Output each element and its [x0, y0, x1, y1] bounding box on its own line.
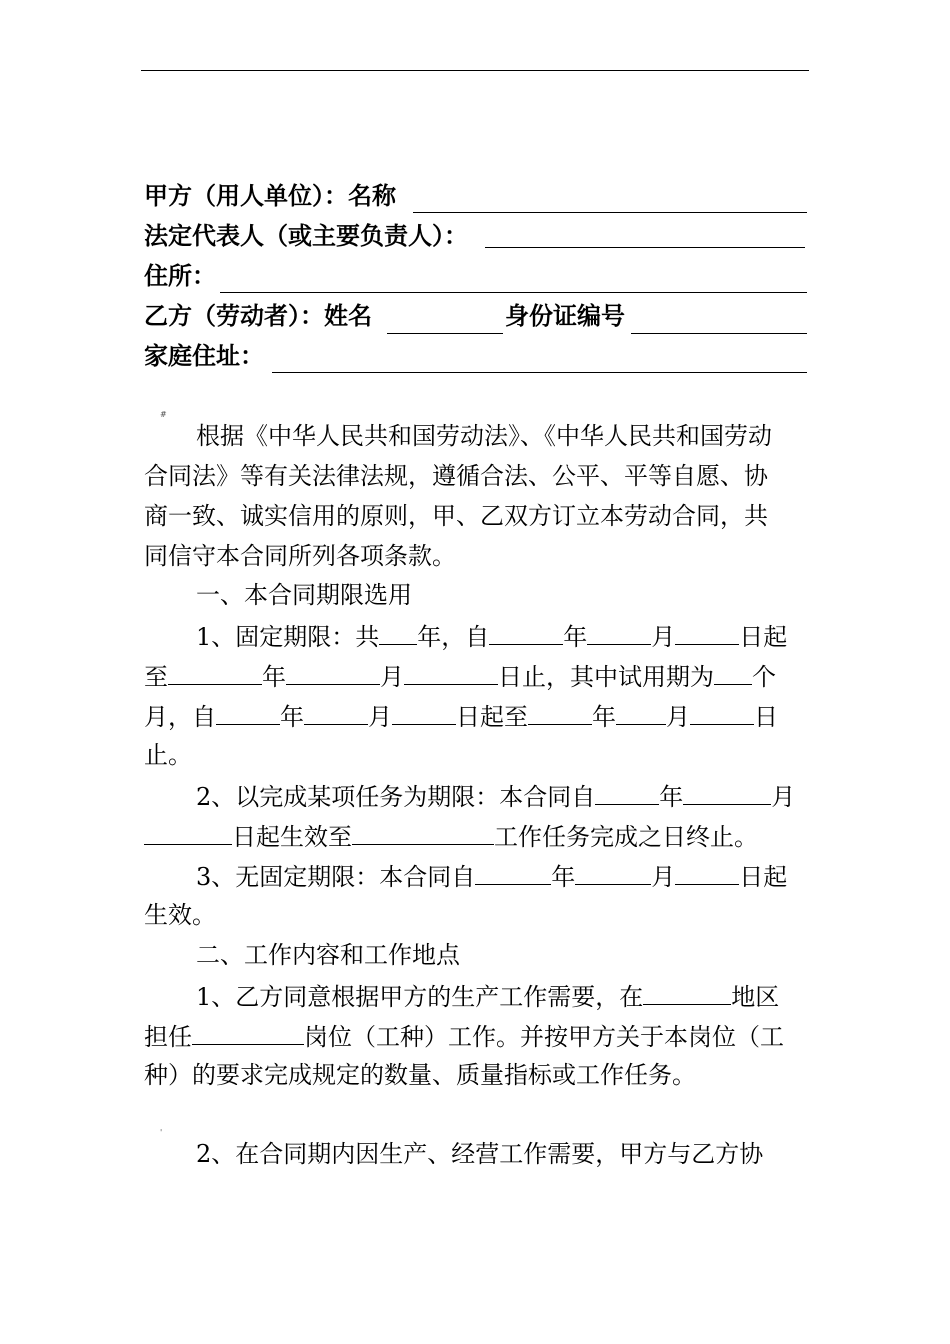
- intro-line: 合同法》等有关法律法规，遵循合法、公平、平等自愿、协: [144, 462, 768, 490]
- trial-months-blank[interactable]: [714, 660, 752, 685]
- term-years-blank[interactable]: [379, 620, 417, 645]
- work-content-line: 1、乙方同意根据甲方的生产工作需要，在 地区: [196, 980, 779, 1012]
- open-day-blank[interactable]: [675, 860, 739, 885]
- party-b-label: 乙方（劳动者）：姓名: [144, 302, 372, 330]
- trial-start-year-blank[interactable]: [216, 700, 280, 725]
- task-term-line: 日起生效至 工作任务完成之日终止。: [144, 820, 758, 852]
- open-term-line: 生效。: [144, 901, 216, 929]
- intro-line: 商一致、诚实信用的原则，甲、乙双方订立本劳动合同，共: [144, 502, 768, 530]
- end-day-blank[interactable]: [404, 660, 498, 685]
- paragraph-mark: #: [160, 410, 167, 419]
- address-field[interactable]: [220, 292, 807, 293]
- open-month-blank[interactable]: [575, 860, 651, 885]
- party-a-name-field[interactable]: [413, 212, 807, 213]
- fixed-term-line: 止。: [144, 741, 192, 769]
- fixed-term-line: 1、固定期限：共 年，自 年 月 日起: [196, 620, 787, 652]
- section-2-title: 二、工作内容和工作地点: [196, 941, 460, 969]
- party-a-label: 甲方（用人单位）：名称: [144, 182, 396, 210]
- task-term-line: 2、以完成某项任务为期限：本合同自 年 月: [196, 780, 795, 812]
- work-region-blank[interactable]: [643, 980, 731, 1005]
- legal-rep-field[interactable]: [485, 247, 805, 248]
- end-year-blank[interactable]: [168, 660, 262, 685]
- start-day-blank[interactable]: [675, 620, 739, 645]
- legal-rep-label: 法定代表人（或主要负责人）：: [144, 222, 468, 250]
- intro-line: 根据《中华人民共和国劳动法》、《中华人民共和国劳动: [196, 422, 772, 450]
- trial-start-month-blank[interactable]: [304, 700, 368, 725]
- trial-end-day-blank[interactable]: [690, 700, 754, 725]
- address-label: 住所：: [144, 262, 216, 290]
- header-rule: [141, 70, 809, 71]
- home-address-field[interactable]: [272, 372, 807, 373]
- start-year-blank[interactable]: [489, 620, 563, 645]
- id-number-field[interactable]: [631, 333, 807, 334]
- open-term-line: 3、无固定期限：本合同自 年 月 日起: [196, 860, 787, 892]
- task-day-blank[interactable]: [144, 820, 232, 845]
- end-month-blank[interactable]: [286, 660, 380, 685]
- position-blank[interactable]: [192, 1020, 304, 1045]
- section-1-title: 一、本合同期限选用: [196, 581, 412, 609]
- open-year-blank[interactable]: [475, 860, 551, 885]
- task-year-blank[interactable]: [595, 780, 659, 805]
- work-content-line: 2、在合同期内因生产、经营工作需要，甲方与乙方协: [196, 1140, 764, 1168]
- trial-end-year-blank[interactable]: [528, 700, 592, 725]
- start-month-blank[interactable]: [587, 620, 651, 645]
- party-b-name-field[interactable]: [387, 333, 503, 334]
- trial-end-month-blank[interactable]: [616, 700, 666, 725]
- paragraph-mark: ': [160, 1128, 163, 1137]
- work-content-line: 种）的要求完成规定的数量、质量指标或工作任务。: [144, 1061, 696, 1089]
- task-name-blank[interactable]: [352, 820, 494, 845]
- fixed-term-line: 至 年 月 日止，其中试用期为 个: [144, 660, 776, 692]
- intro-line: 同信守本合同所列各项条款。: [144, 542, 456, 570]
- trial-start-day-blank[interactable]: [392, 700, 456, 725]
- work-content-line: 担任 岗位（工种）工作。并按甲方关于本岗位（工: [144, 1020, 784, 1052]
- home-address-label: 家庭住址：: [144, 342, 264, 370]
- fixed-term-line: 月，自 年 月 日起至 年 月 日: [144, 700, 778, 732]
- task-month-blank[interactable]: [683, 780, 771, 805]
- id-label: 身份证编号: [505, 302, 625, 330]
